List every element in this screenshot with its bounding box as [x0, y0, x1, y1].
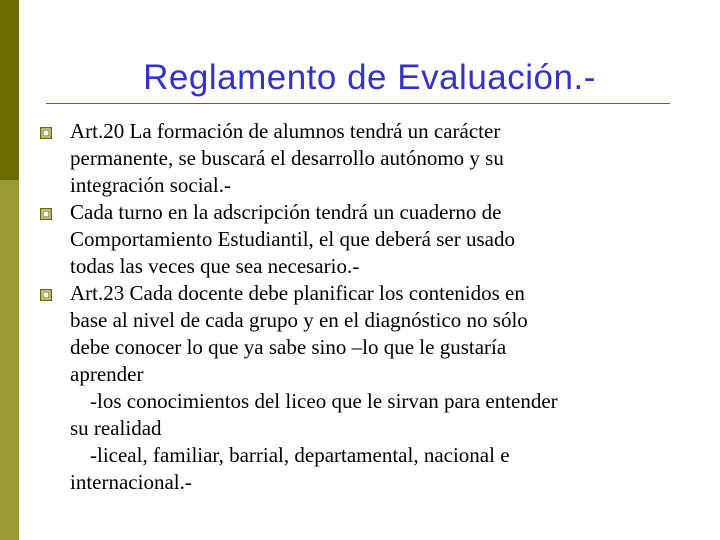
sidebar-light-band: [0, 180, 19, 540]
bullet-item-1: [40, 118, 680, 199]
bullet-item-3: [40, 280, 680, 388]
bullet-line: aprender: [70, 362, 144, 386]
title-divider: [46, 103, 670, 104]
slide-title: Reglamento de Evaluación.-: [143, 58, 596, 97]
bullet-line: permanente, se buscará el desarrollo autónomo y su: [70, 146, 504, 170]
bullet-line: integración social.-: [70, 173, 231, 197]
bullet-line: debe conocer lo que ya sabe sino –lo que le gustaría: [70, 335, 507, 359]
bullet-line: Art.23 Cada docente debe planificar los contenidos en: [70, 281, 525, 305]
bullet-line: Art.20 La formación de alumnos tendrá un carácter: [70, 119, 501, 143]
square-bullet-icon: [40, 208, 52, 220]
bullet-line: Comportamiento Estudiantil, el que deberá ser usado: [70, 227, 515, 251]
sub-item-line: -los conocimientos del liceo que le sirvan para entender: [90, 389, 558, 413]
bullet-line: Cada turno en la adscripción tendrá un cuaderno de: [70, 200, 502, 224]
square-bullet-icon: [40, 127, 52, 139]
sub-item-line: -liceal, familiar, barrial, departamental, nacional e: [90, 443, 510, 467]
bullet-line: todas las veces que sea necesario.-: [70, 254, 360, 278]
sub-item-continuation: su realidad: [70, 416, 162, 440]
slide-body: [40, 118, 680, 496]
bullet-item-2: [40, 199, 680, 280]
bullet-line: base al nivel de cada grupo y en el diagnóstico no sólo: [70, 308, 528, 332]
sub-item-continuation: internacional.-: [70, 470, 192, 494]
title-area: [19, 58, 720, 98]
square-bullet-icon: [40, 289, 52, 301]
